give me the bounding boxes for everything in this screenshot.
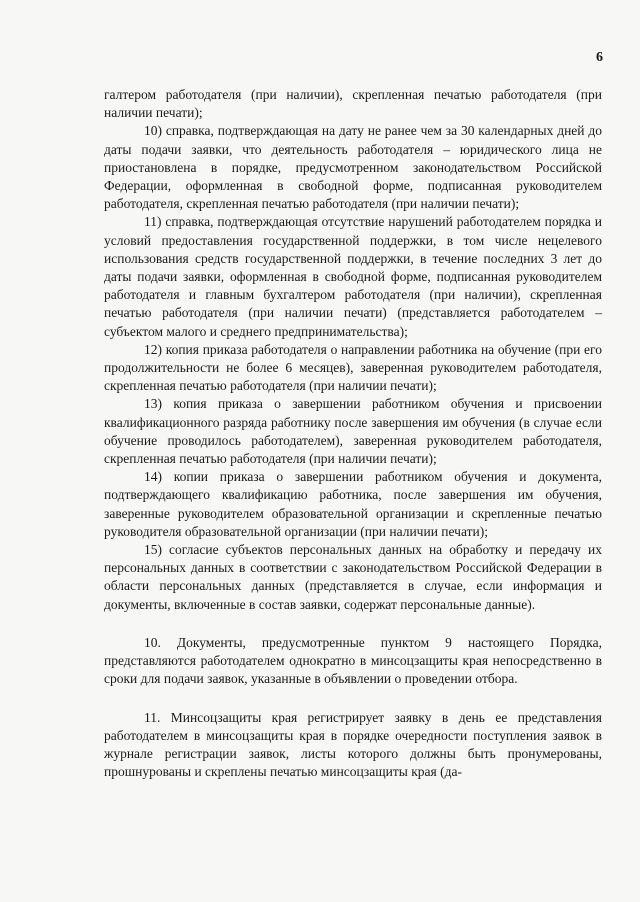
paragraph-continuation: галтером работодателя (при наличии), скрепленная печатью работодателя (при наличии печати);	[104, 87, 602, 121]
clause-11: 11. Минсоцзащиты края регистрирует заявку в день ее представления работодателем в минсоцзащиты края в порядке очередности поступления заявок в журнале регистрации заявок, листы которого должны быть пронумерованы, прошнурованы и скреплены печатью минсоцзащиты края (да-	[104, 709, 602, 780]
list-item-13: 13) копия приказа о завершении работником обучения и присвоении квалификационного разряда работнику после завершения им обучения (в случае если обучение проводилось работодателем), заверенная руководителем работодателя, скрепленная печатью работодателя (при наличии печати);	[104, 396, 602, 467]
list-item-12: 12) копия приказа работодателя о направлении работника на обучение (при его продолжительности не более 6 месяцев), заверенная руководителем работодателя, скрепленная печатью работодателя (при наличии печати);	[104, 341, 602, 394]
list-item-15: 15) согласие субъектов персональных данных на обработку и передачу их персональных данных в соответствии с законодательством Российской Федерации в области персональных данных (представляется в случае, если информация и документы, включенные в состав заявки, содержат персональные данные).	[104, 542, 602, 612]
clause-10: 10. Документы, предусмотренные пунктом 9 настоящего Порядка, представляются работодателем однократно в минсоцзащиты края непосредственно в сроки для подачи заявок, указанные в объявлении о проведении отбора.	[104, 634, 602, 687]
list-item-14: 14) копии приказа о завершении работником обучения и документа, подтверждающего квалификацию работника, после завершения им обучения, заверенные руководителем образовательной организации и скрепленные печатью руководителя образовательной организации (при наличии печати);	[104, 469, 602, 539]
list-item-11: 11) справка, подтверждающая отсутствие нарушений работодателем порядка и условий предоставления государственной поддержки, в том числе нецелевого использования средств государственной поддержки, в течение последних 3 лет до даты подачи заявки, оформленная в свободной форме, подписанная руководителем работодателя и главным бухгалтером работодателя (при наличии), скрепленная печатью работодателя (при наличии печати) (представляется работодателем – субъектом малого и среднего предпринимательства);	[104, 214, 602, 339]
page-number: 6	[596, 50, 603, 65]
list-item-10: 10) справка, подтверждающая на дату не ранее чем за 30 календарных дней до даты подачи заявки, что деятельность работодателя – юридического лица не приостановлена в порядке, предусмотренном законодательством Российской Федерации, оформленная в свободной форме, подписанная руководителем работодателя, скрепленная печатью работодателя (при наличии печати);	[104, 123, 602, 212]
document-body	[104, 86, 602, 781]
